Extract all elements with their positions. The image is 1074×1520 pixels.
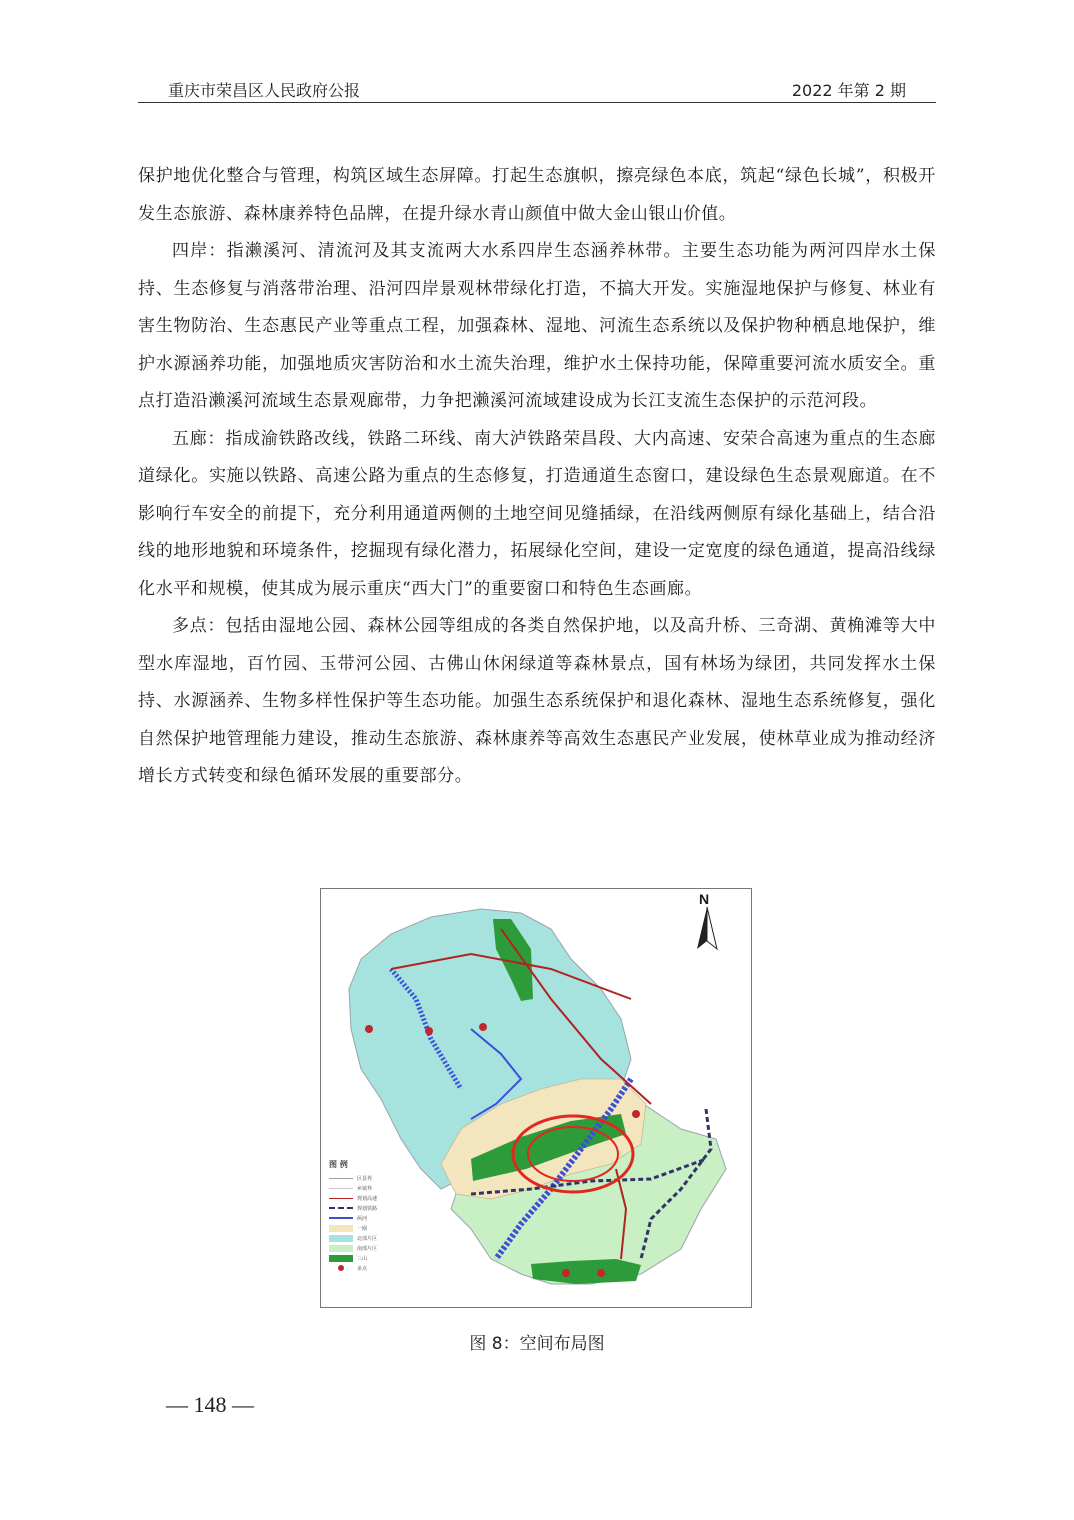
paragraph: 四岸：指濑溪河、清流河及其支流两大水系四岸生态涵养林带。主要生态功能为两河四岸水土保持、生态修复与消落带治理、沿河四岸景观林带绿化打造，不搞大开发。实施湿地保护与修复、林业有害生物防治、生态惠民产业等重点工程，加强森林、湿地、河流生态系统以及保护物种栖息地保护，维护水源涵养功能，加强地质灾害防治和水土流失治理，维护水土保持功能，保障重要河流水质安全。重点打造沿濑溪河流域生态景观廊带，力争把濑溪河流域建设成为长江支流生态保护的示范河段。 bbox=[138, 241, 936, 411]
legend-swatch bbox=[329, 1255, 353, 1262]
legend-label: 乡镇界 bbox=[357, 1185, 373, 1192]
legend-label: 北部片区 bbox=[357, 1235, 378, 1242]
figure-caption: 图 8：空间布局图 bbox=[469, 1334, 605, 1354]
legend-item bbox=[329, 1263, 409, 1273]
paragraph: 多点：包括由湿地公园、森林公园等组成的各类自然保护地，以及高升桥、三奇湖、黄桷滩等大中型水库湿地，百竹园、玉带河公园、古佛山休闲绿道等森林景点，国有林场为绿团，共同发挥水土保持、水源涵养、生物多样性保护等生态功能。加强生态系统保护和退化森林、湿地生态系统修复，强化自然保护地管理能力建设，推动生态旅游、森林康养等高效生态惠民产业发展，使林草业成为推动经济增长方式转变和绿色循环发展的重要部分。 bbox=[138, 616, 936, 786]
legend-label: 南部片区 bbox=[357, 1245, 378, 1252]
north-label: N bbox=[699, 891, 710, 907]
north-arrow-icon bbox=[697, 907, 717, 949]
legend-item bbox=[329, 1193, 409, 1203]
legend-label: 区县界 bbox=[357, 1175, 373, 1182]
legend-swatch bbox=[329, 1207, 353, 1209]
legend-item bbox=[329, 1253, 409, 1263]
legend-label: 一圈 bbox=[357, 1225, 368, 1232]
page-header bbox=[138, 76, 936, 103]
legend-swatch bbox=[329, 1217, 353, 1219]
point bbox=[479, 1023, 487, 1031]
body-text bbox=[138, 158, 936, 796]
issue-number: 2022 年第 2 期 bbox=[791, 81, 906, 100]
point bbox=[425, 1027, 433, 1035]
point bbox=[597, 1269, 605, 1277]
legend-item bbox=[329, 1203, 409, 1213]
legend-item bbox=[329, 1243, 409, 1253]
paragraph: 保护地优化整合与管理，构筑区域生态屏障。打起生态旗帜，擦亮绿色本底，筑起“绿色长城”，积极开发生态旅游、森林康养特色品牌，在提升绿水青山颜值中做大金山银山价值。 bbox=[138, 166, 936, 224]
point bbox=[562, 1269, 570, 1277]
legend-label: 三山 bbox=[357, 1255, 368, 1262]
legend-item bbox=[329, 1223, 409, 1233]
legend-swatch bbox=[329, 1188, 353, 1189]
legend-item bbox=[329, 1233, 409, 1243]
map-legend bbox=[329, 1159, 409, 1273]
page-number: — 148 — bbox=[166, 1392, 254, 1417]
legend-label: 两河 bbox=[357, 1215, 368, 1222]
legend-swatch bbox=[338, 1265, 344, 1271]
legend-swatch bbox=[329, 1225, 353, 1232]
legend-label: 规划高速 bbox=[357, 1195, 378, 1202]
legend-swatch bbox=[329, 1245, 353, 1252]
publication-title: 重庆市荣昌区人民政府公报 bbox=[168, 81, 361, 100]
legend-swatch bbox=[329, 1178, 353, 1179]
legend-item bbox=[329, 1183, 409, 1193]
point bbox=[365, 1025, 373, 1033]
legend-item bbox=[329, 1213, 409, 1223]
legend-item bbox=[329, 1173, 409, 1183]
spatial-layout-map bbox=[320, 888, 752, 1308]
legend-label: 多点 bbox=[357, 1265, 368, 1272]
point bbox=[632, 1110, 640, 1118]
legend-swatch bbox=[329, 1198, 353, 1199]
legend-title: 图 例 bbox=[329, 1160, 348, 1169]
paragraph: 五廊：指成渝铁路改线，铁路二环线、南大泸铁路荣昌段、大内高速、安荣合高速为重点的生态廊道绿化。实施以铁路、高速公路为重点的生态修复，打造通道生态窗口，建设绿色生态景观廊道。在不影响行车安全的前提下，充分利用通道两侧的土地空间见缝插绿，在沿线两侧原有绿化基础上，结合沿线的地形地貌和环境条件，挖掘现有绿化潜力，拓展绿化空间，建设一定宽度的绿色通道，提高沿线绿化水平和规模，使其成为展示重庆“西大门”的重要窗口和特色生态画廊。 bbox=[138, 428, 936, 599]
legend-label: 规划铁路 bbox=[357, 1205, 378, 1212]
legend-swatch bbox=[329, 1235, 353, 1242]
